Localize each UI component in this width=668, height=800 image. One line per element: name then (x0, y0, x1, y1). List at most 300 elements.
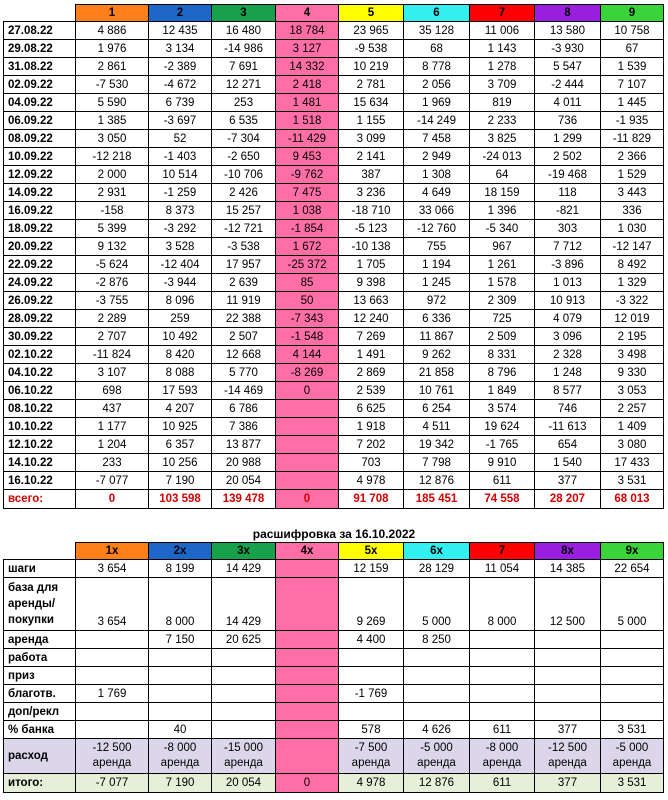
table-cell: -5 340 (470, 220, 535, 238)
table-cell: -821 (535, 202, 601, 220)
decode-cell (601, 649, 664, 667)
expense-type: аренда (612, 757, 652, 769)
decode-cell (76, 649, 149, 667)
expense-amount: -5 000 (615, 742, 649, 754)
decode-cell: 8 199 (149, 560, 212, 578)
table-cell: 6 357 (149, 436, 212, 454)
table-cell: 118 (535, 184, 601, 202)
table-cell: 3 127 (276, 40, 339, 58)
table-cell: 437 (76, 400, 149, 418)
table-cell: 2 707 (76, 328, 149, 346)
table-row (4, 40, 664, 58)
table-cell: 2 289 (76, 310, 149, 328)
table-cell: -2 650 (212, 148, 276, 166)
table-cell: 7 269 (339, 328, 404, 346)
table-row (4, 184, 664, 202)
row-date: 26.09.22 (4, 292, 76, 310)
table-cell: 5 547 (535, 58, 601, 76)
table-cell (276, 400, 339, 418)
decode-cell (212, 667, 276, 685)
table-cell: -3 538 (212, 238, 276, 256)
decode-cell (535, 703, 601, 721)
decode-row (4, 649, 664, 667)
decode-cell (601, 703, 664, 721)
decode-cell (404, 685, 470, 703)
decode-header-row (4, 543, 664, 560)
decode-cell: 611 (470, 721, 535, 739)
table-cell: 4 511 (404, 418, 470, 436)
table-cell: 2 141 (339, 148, 404, 166)
table-cell: 7 190 (149, 472, 212, 490)
row-date: 31.08.22 (4, 58, 76, 76)
decode-cell (149, 667, 212, 685)
decode-cell: 22 654 (601, 560, 664, 578)
final-total-cell: 4 978 (339, 774, 404, 793)
table-cell: 1 030 (601, 220, 664, 238)
table-cell: 17 593 (149, 382, 212, 400)
decode-column-header: 8х (535, 543, 601, 560)
decode-cell: 8 250 (404, 631, 470, 649)
table-cell: 18 784 (276, 22, 339, 40)
table-cell: 23 965 (339, 22, 404, 40)
decode-cell (339, 667, 404, 685)
table-cell: -12 147 (601, 238, 664, 256)
table-cell: 2 426 (212, 184, 276, 202)
final-total-cell: -7 077 (76, 774, 149, 793)
table-cell: 3 050 (76, 130, 149, 148)
decode-cell (212, 649, 276, 667)
expense-amount: -12 500 (547, 742, 587, 754)
table-cell: 736 (535, 112, 601, 130)
decode-cell (276, 578, 339, 631)
table-cell: 1 204 (76, 436, 149, 454)
final-total-cell: 3 531 (601, 774, 664, 793)
table-row (4, 202, 664, 220)
table-row (4, 400, 664, 418)
table-cell: -2 444 (535, 76, 601, 94)
table-row (4, 310, 664, 328)
table-row (4, 454, 664, 472)
table-cell: 1 705 (339, 256, 404, 274)
decode-cell: 3 531 (601, 721, 664, 739)
table-cell: 19 342 (404, 436, 470, 454)
table-cell: -1 765 (470, 436, 535, 454)
expense-cell (470, 739, 535, 774)
table-cell: 7 386 (212, 418, 276, 436)
row-date: 30.09.22 (4, 328, 76, 346)
header-corner (4, 5, 76, 22)
table-cell: 972 (404, 292, 470, 310)
column-header: 8 (535, 5, 601, 22)
column-header: 9 (601, 5, 664, 22)
row-date: 14.10.22 (4, 454, 76, 472)
table-cell: 6 786 (212, 400, 276, 418)
table-cell: -11 824 (76, 346, 149, 364)
table-cell: 1 385 (76, 112, 149, 130)
table-cell: 8 088 (149, 364, 212, 382)
decode-cell: 40 (149, 721, 212, 739)
table-cell: 10 758 (601, 22, 664, 40)
decode-row (4, 578, 664, 631)
table-cell: 3 709 (470, 76, 535, 94)
table-row (4, 346, 664, 364)
table-cell: 1 329 (601, 274, 664, 292)
table-cell: 698 (76, 382, 149, 400)
table-cell: -12 404 (149, 256, 212, 274)
decode-cell (212, 721, 276, 739)
total-cell: 185 451 (404, 490, 470, 509)
table-row (4, 274, 664, 292)
expense-amount: -15 000 (223, 742, 263, 754)
decode-cell (535, 631, 601, 649)
table-cell: 1 261 (470, 256, 535, 274)
table-cell: 2 257 (601, 400, 664, 418)
table-cell: 1 396 (470, 202, 535, 220)
table-cell: 2 507 (212, 328, 276, 346)
decode-row (4, 703, 664, 721)
table-cell: -12 760 (404, 220, 470, 238)
table-cell: 3 443 (601, 184, 664, 202)
decode-column-header: 6х (404, 543, 470, 560)
decode-cell (76, 667, 149, 685)
final-total-cell: 0 (276, 774, 339, 793)
table-cell: 6 254 (404, 400, 470, 418)
decode-cell: 4 626 (404, 721, 470, 739)
table-cell: 1 540 (535, 454, 601, 472)
table-cell: 3 053 (601, 382, 664, 400)
table-cell: 35 128 (404, 22, 470, 40)
expense-type: аренда (160, 757, 200, 769)
table-cell: 1 013 (535, 274, 601, 292)
table-cell: -3 755 (76, 292, 149, 310)
table-cell: 9 453 (276, 148, 339, 166)
decode-row-label: доп/рекл (4, 703, 76, 721)
table-row (4, 382, 664, 400)
decode-row-label: аренда (4, 631, 76, 649)
row-date: 12.10.22 (4, 436, 76, 454)
table-cell: -1 259 (149, 184, 212, 202)
table-cell: 68 (404, 40, 470, 58)
table-cell: 1 672 (276, 238, 339, 256)
table-cell: 654 (535, 436, 601, 454)
table-row (4, 76, 664, 94)
decode-cell (535, 685, 601, 703)
decode-column-header: 4х (276, 543, 339, 560)
table-cell: 2 195 (601, 328, 664, 346)
table-cell: 4 144 (276, 346, 339, 364)
expense-cell (601, 739, 664, 774)
table-cell: -10 706 (212, 166, 276, 184)
table-cell (276, 436, 339, 454)
table-cell: 8 096 (149, 292, 212, 310)
decode-row (4, 721, 664, 739)
table-cell: -2 389 (149, 58, 212, 76)
table-cell: 2 781 (339, 76, 404, 94)
table-cell: 1 976 (76, 40, 149, 58)
column-header: 2 (149, 5, 212, 22)
table-cell: 9 398 (339, 274, 404, 292)
table-cell: 1 248 (535, 364, 601, 382)
row-date: 06.09.22 (4, 112, 76, 130)
table-row (4, 328, 664, 346)
table-cell: 6 336 (404, 310, 470, 328)
expense-type: аренда (224, 757, 263, 769)
table-cell: 12 019 (601, 310, 664, 328)
table-cell: 1 529 (601, 166, 664, 184)
decode-cell (76, 631, 149, 649)
table-cell: 9 262 (404, 346, 470, 364)
decode-cell: 3 654 (76, 578, 149, 631)
total-cell: 91 708 (339, 490, 404, 509)
table-row (4, 112, 664, 130)
table-cell: -25 372 (276, 256, 339, 274)
decode-row-label: база для аренды/покупки (4, 578, 76, 631)
table-cell: 4 649 (404, 184, 470, 202)
table-cell: 8 778 (404, 58, 470, 76)
column-header: 4 (276, 5, 339, 22)
decode-cell: 3 654 (76, 560, 149, 578)
table-cell: -2 876 (76, 274, 149, 292)
table-cell: 9 910 (470, 454, 535, 472)
decode-cell: 4 400 (339, 631, 404, 649)
table-cell: 3 498 (601, 346, 664, 364)
expense-type: аренда (92, 757, 132, 769)
expense-amount: -8 000 (163, 742, 197, 754)
table-cell: -14 469 (212, 382, 276, 400)
row-date: 22.09.22 (4, 256, 76, 274)
table-cell: 10 925 (149, 418, 212, 436)
decode-cell: 12 500 (535, 578, 601, 631)
decode-cell (404, 667, 470, 685)
table-cell (276, 472, 339, 490)
final-total-cell: 7 190 (149, 774, 212, 793)
row-date: 06.10.22 (4, 382, 76, 400)
table-cell: 303 (535, 220, 601, 238)
table-row (4, 292, 664, 310)
table-cell: 1 518 (276, 112, 339, 130)
column-header: 6 (404, 5, 470, 22)
decode-cell: 7 150 (149, 631, 212, 649)
decode-cell: 12 159 (339, 560, 404, 578)
row-date: 04.10.22 (4, 364, 76, 382)
table-cell: 10 514 (149, 166, 212, 184)
table-cell: -11 429 (276, 130, 339, 148)
final-total-cell: 611 (470, 774, 535, 793)
table-cell: 1 308 (404, 166, 470, 184)
table-cell: 3 096 (535, 328, 601, 346)
table-cell: 5 590 (76, 94, 149, 112)
results-table (3, 4, 664, 509)
expense-amount: -5 000 (420, 742, 453, 754)
decode-cell (404, 649, 470, 667)
table-cell: 10 256 (149, 454, 212, 472)
table-cell: 7 712 (535, 238, 601, 256)
table-cell: 10 219 (339, 58, 404, 76)
decode-cell: 578 (339, 721, 404, 739)
table-cell: 1 143 (470, 40, 535, 58)
table-cell (276, 454, 339, 472)
table-cell: 33 066 (404, 202, 470, 220)
table-cell: 8 796 (470, 364, 535, 382)
table-cell: 819 (470, 94, 535, 112)
table-cell: 20 988 (212, 454, 276, 472)
table-cell: 16 480 (212, 22, 276, 40)
row-date: 12.09.22 (4, 166, 76, 184)
final-total-cell: 20 054 (212, 774, 276, 793)
expense-row (4, 739, 664, 774)
table-cell: 19 624 (470, 418, 535, 436)
table-cell: 1 969 (404, 94, 470, 112)
table-cell: 67 (601, 40, 664, 58)
expense-type: аренда (482, 757, 522, 769)
final-total-cell: 377 (535, 774, 601, 793)
table-cell: 8 373 (149, 202, 212, 220)
decode-cell (470, 649, 535, 667)
table-cell: -3 322 (601, 292, 664, 310)
total-cell: 28 207 (535, 490, 601, 509)
row-date: 16.10.22 (4, 472, 76, 490)
table-cell: 8 420 (149, 346, 212, 364)
table-cell: 11 919 (212, 292, 276, 310)
table-row (4, 148, 664, 166)
table-cell: -1 548 (276, 328, 339, 346)
decode-cell (601, 667, 664, 685)
table-cell: 22 388 (212, 310, 276, 328)
decode-cell: 1 769 (76, 685, 149, 703)
table-cell: 11 006 (470, 22, 535, 40)
decode-cell: 8 000 (470, 578, 535, 631)
table-cell: 1 194 (404, 256, 470, 274)
table-cell: 2 869 (339, 364, 404, 382)
table-cell: -18 710 (339, 202, 404, 220)
decode-row-label: благотв. (4, 685, 76, 703)
table-row (4, 94, 664, 112)
expense-amount: -12 500 (92, 742, 132, 754)
decode-cell: 8 000 (149, 578, 212, 631)
table-cell: 9 330 (601, 364, 664, 382)
table-cell: 14 332 (276, 58, 339, 76)
table-cell: 2 366 (601, 148, 664, 166)
decode-cell: 377 (535, 721, 601, 739)
table-cell: -9 762 (276, 166, 339, 184)
total-cell: 74 558 (470, 490, 535, 509)
table-cell: 13 580 (535, 22, 601, 40)
table-cell: 9 132 (76, 238, 149, 256)
table-cell: -158 (76, 202, 149, 220)
row-date: 18.09.22 (4, 220, 76, 238)
table-cell: -1 403 (149, 148, 212, 166)
expense-cell (276, 739, 339, 774)
table-cell: 1 409 (601, 418, 664, 436)
final-total-row (4, 774, 664, 793)
table-cell: 4 207 (149, 400, 212, 418)
decode-cell (404, 703, 470, 721)
expense-amount: -7 500 (354, 742, 388, 754)
table-cell: 21 858 (404, 364, 470, 382)
table-cell: 5 770 (212, 364, 276, 382)
table-cell: -10 138 (339, 238, 404, 256)
table-cell: 233 (76, 454, 149, 472)
table-row (4, 364, 664, 382)
decode-cell: 14 429 (212, 560, 276, 578)
table-cell: 7 691 (212, 58, 276, 76)
table-cell: -4 672 (149, 76, 212, 94)
table-cell: 64 (470, 166, 535, 184)
table-cell: -14 986 (212, 40, 276, 58)
table-cell: -3 896 (535, 256, 601, 274)
table-cell: -7 530 (76, 76, 149, 94)
table-cell: 7 107 (601, 76, 664, 94)
row-date: 04.09.22 (4, 94, 76, 112)
decode-cell (149, 685, 212, 703)
table-cell: -5 624 (76, 256, 149, 274)
table-cell: 2 931 (76, 184, 149, 202)
table-cell: -11 613 (535, 418, 601, 436)
table-cell: 3 825 (470, 130, 535, 148)
table-cell: 15 257 (212, 202, 276, 220)
table-cell: 1 491 (339, 346, 404, 364)
decode-cell (76, 703, 149, 721)
table-cell: 10 913 (535, 292, 601, 310)
table-row (4, 220, 664, 238)
table-cell: 12 876 (404, 472, 470, 490)
table-cell: 4 011 (535, 94, 601, 112)
row-date: 24.09.22 (4, 274, 76, 292)
expense-amount: -8 000 (485, 742, 519, 754)
total-cell: 103 598 (149, 490, 212, 509)
table-cell: 1 155 (339, 112, 404, 130)
decode-cell (149, 649, 212, 667)
table-cell: 15 634 (339, 94, 404, 112)
table-cell: 336 (601, 202, 664, 220)
decode-column-header: 9х (601, 543, 664, 560)
decode-column-header: 3х (212, 543, 276, 560)
row-date: 20.09.22 (4, 238, 76, 256)
table-row (4, 436, 664, 454)
table-cell: 6 739 (149, 94, 212, 112)
decode-cell: 11 054 (470, 560, 535, 578)
table-row (4, 130, 664, 148)
table-cell: 1 539 (601, 58, 664, 76)
decode-cell (276, 685, 339, 703)
expense-cell (535, 739, 601, 774)
decode-cell: 28 129 (404, 560, 470, 578)
table-cell: 8 577 (535, 382, 601, 400)
table-cell: 6 625 (339, 400, 404, 418)
table-cell: 611 (470, 472, 535, 490)
column-header: 7 (470, 5, 535, 22)
table-cell: -14 249 (404, 112, 470, 130)
table-row (4, 166, 664, 184)
table-cell: 12 271 (212, 76, 276, 94)
table-cell: 1 299 (535, 130, 601, 148)
table-cell: -1 854 (276, 220, 339, 238)
decode-cell (470, 703, 535, 721)
decode-cell (535, 649, 601, 667)
table-cell: 2 502 (535, 148, 601, 166)
table-cell: 377 (535, 472, 601, 490)
table-cell: -3 697 (149, 112, 212, 130)
table-cell: 2 056 (404, 76, 470, 94)
table-cell: -7 304 (212, 130, 276, 148)
table-cell: -11 829 (601, 130, 664, 148)
decode-cell (276, 721, 339, 739)
row-date: 16.09.22 (4, 202, 76, 220)
decode-cell (601, 631, 664, 649)
decode-row (4, 631, 664, 649)
row-date: 08.10.22 (4, 400, 76, 418)
decode-cell (276, 649, 339, 667)
